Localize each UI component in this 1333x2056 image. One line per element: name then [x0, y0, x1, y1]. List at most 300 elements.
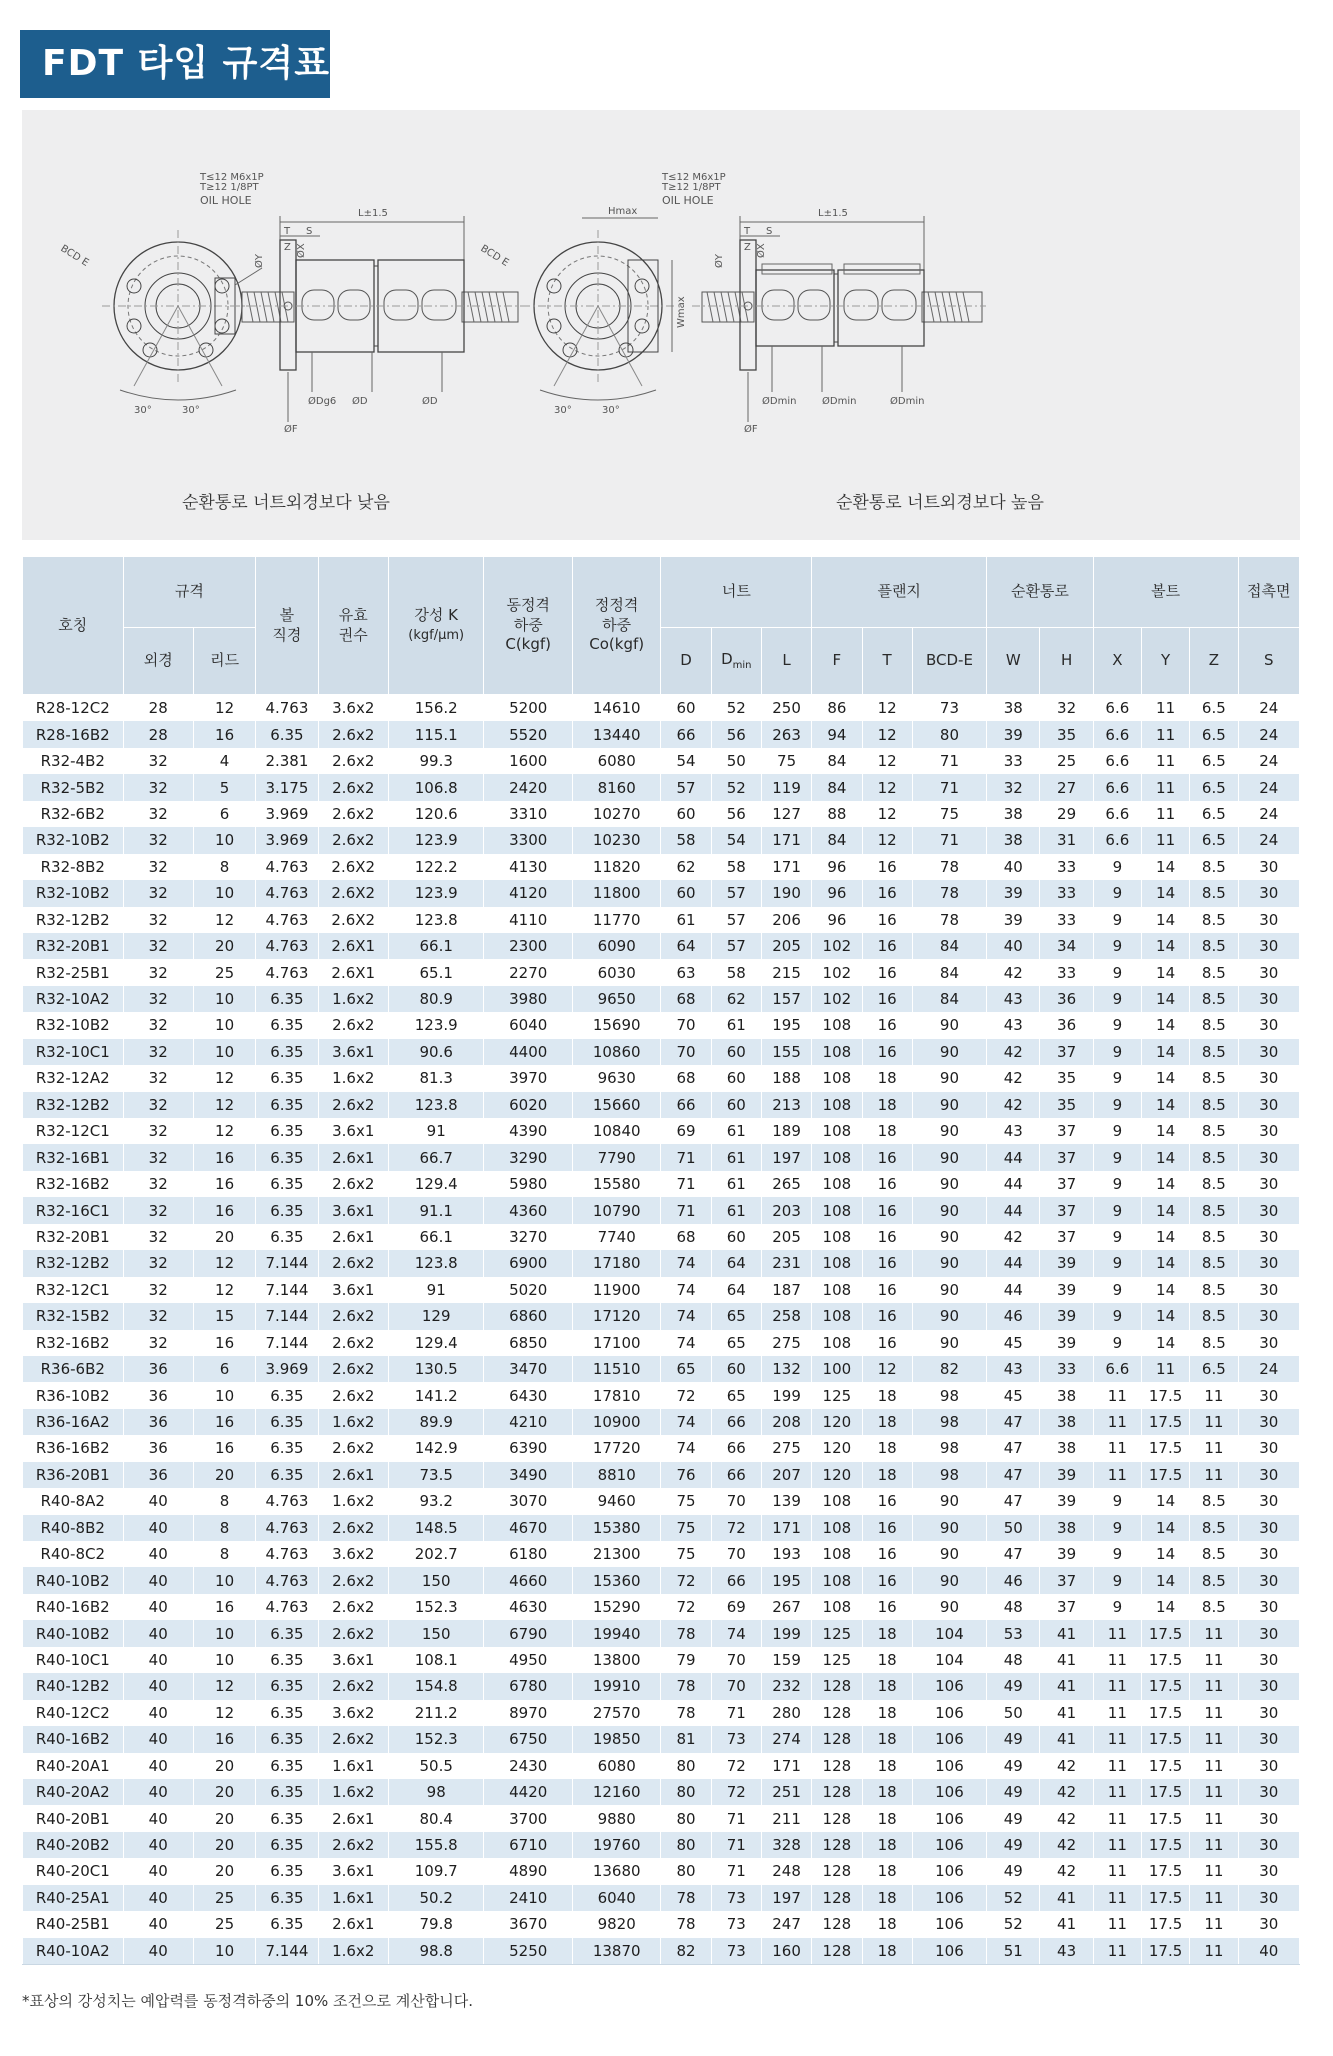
table-cell: 71	[661, 1144, 711, 1170]
table-cell: 86	[812, 695, 862, 722]
table-cell: 40	[123, 1832, 193, 1858]
table-cell: 231	[761, 1250, 811, 1276]
table-cell: 71	[912, 748, 986, 774]
table-cell: 6.5	[1190, 695, 1238, 722]
table-cell: 6.5	[1190, 748, 1238, 774]
table-cell: 40	[987, 933, 1040, 959]
table-row	[23, 1673, 1300, 1699]
table-cell: 11	[1093, 1700, 1141, 1726]
table-cell: R40-8A2	[23, 1488, 124, 1514]
table-cell: 37	[1040, 1039, 1093, 1065]
table-row	[23, 1409, 1300, 1435]
table-cell: 108	[812, 1012, 862, 1038]
table-cell: 102	[812, 986, 862, 1012]
table-row	[23, 1805, 1300, 1831]
table-cell: 66	[711, 1435, 761, 1461]
table-cell: 6.35	[256, 1673, 318, 1699]
table-cell: 30	[1238, 1092, 1300, 1118]
left-f-label: ØF	[284, 424, 298, 435]
table-cell: 14	[1141, 1039, 1189, 1065]
table-cell: 30	[1238, 880, 1300, 906]
table-cell: 32	[123, 1330, 193, 1356]
table-cell: 11	[1190, 1779, 1238, 1805]
table-cell: 91	[388, 1118, 484, 1144]
table-row	[23, 854, 1300, 880]
table-cell: 3.969	[256, 827, 318, 853]
table-cell: 71	[711, 1858, 761, 1884]
col-stat	[572, 557, 660, 695]
right-angle-1: 30°	[554, 405, 572, 416]
table-cell: 88	[812, 801, 862, 827]
table-cell: 18	[862, 1832, 912, 1858]
table-cell: 73	[711, 1726, 761, 1752]
col-ball-l2: 직경	[272, 625, 302, 644]
table-cell: 258	[761, 1303, 811, 1329]
table-cell: 49	[987, 1779, 1040, 1805]
table-cell: R32-10B2	[23, 880, 124, 906]
table-cell: 38	[987, 827, 1040, 853]
table-cell: 1.6x2	[318, 1488, 388, 1514]
table-cell: 251	[761, 1779, 811, 1805]
table-cell: 8160	[572, 774, 660, 800]
table-cell: 12	[193, 1092, 255, 1118]
table-cell: 74	[661, 1330, 711, 1356]
table-cell: 16	[193, 1197, 255, 1223]
table-cell: 32	[123, 880, 193, 906]
table-cell: 148.5	[388, 1515, 484, 1541]
table-cell: 120.6	[388, 801, 484, 827]
table-cell: 6.6	[1093, 801, 1141, 827]
table-cell: 64	[711, 1250, 761, 1276]
table-cell: 37	[1040, 1594, 1093, 1620]
table-cell: 39	[987, 721, 1040, 747]
left-oil3: OIL HOLE	[200, 194, 252, 207]
table-cell: 267	[761, 1594, 811, 1620]
table-cell: 9460	[572, 1488, 660, 1514]
table-cell: 90	[912, 1567, 986, 1593]
table-row	[23, 1858, 1300, 1884]
table-cell: 18	[862, 1858, 912, 1884]
table-cell: 14	[1141, 1197, 1189, 1223]
table-cell: 90	[912, 1065, 986, 1091]
table-cell: 3.6x2	[318, 1700, 388, 1726]
table-cell: 11	[1093, 1858, 1141, 1884]
table-cell: 30	[1238, 1515, 1300, 1541]
table-cell: 80	[661, 1805, 711, 1831]
table-cell: 16	[193, 1409, 255, 1435]
table-cell: 120	[812, 1435, 862, 1461]
table-cell: 15690	[572, 1012, 660, 1038]
table-cell: 15660	[572, 1092, 660, 1118]
table-cell: 11	[1190, 1673, 1238, 1699]
table-cell: 6.35	[256, 1805, 318, 1831]
table-cell: 128	[812, 1911, 862, 1937]
table-cell: 2430	[484, 1753, 572, 1779]
table-cell: 2.6X1	[318, 933, 388, 959]
table-cell: 8.5	[1190, 959, 1238, 985]
table-cell: 199	[761, 1620, 811, 1646]
table-cell: 74	[661, 1435, 711, 1461]
table-row	[23, 1092, 1300, 1118]
right-y-label: ØY	[714, 254, 725, 268]
table-cell: R40-25B1	[23, 1911, 124, 1937]
table-cell: 71	[661, 1171, 711, 1197]
col-X: X	[1093, 628, 1141, 695]
left-s-label: S	[306, 226, 313, 237]
table-cell: 42	[1040, 1832, 1093, 1858]
table-cell: 18	[862, 1647, 912, 1673]
table-cell: 33	[987, 748, 1040, 774]
table-cell: 84	[912, 959, 986, 985]
table-cell: 41	[1040, 1647, 1093, 1673]
table-cell: 13680	[572, 1858, 660, 1884]
table-cell: 9	[1093, 933, 1141, 959]
table-cell: 108	[812, 1541, 862, 1567]
table-cell: 30	[1238, 1224, 1300, 1250]
table-cell: 32	[123, 1224, 193, 1250]
table-cell: 60	[661, 880, 711, 906]
table-cell: 11	[1093, 1753, 1141, 1779]
col-dyn	[484, 557, 572, 695]
table-cell: 32	[123, 827, 193, 853]
col-turns	[318, 557, 388, 695]
table-cell: 30	[1238, 1171, 1300, 1197]
table-cell: 17.5	[1141, 1620, 1189, 1646]
table-cell: 9	[1093, 1171, 1141, 1197]
table-cell: 9	[1093, 1065, 1141, 1091]
table-cell: 120	[812, 1462, 862, 1488]
table-cell: 18	[862, 1911, 912, 1937]
table-cell: 41	[1040, 1673, 1093, 1699]
table-cell: 30	[1238, 1805, 1300, 1831]
table-cell: 32	[123, 933, 193, 959]
table-cell: 11	[1141, 721, 1189, 747]
right-drawing-caption: 순환통로 너트외경보다 높음	[836, 493, 1044, 513]
table-cell: 213	[761, 1092, 811, 1118]
table-cell: 128	[812, 1885, 862, 1911]
table-cell: 2420	[484, 774, 572, 800]
table-cell: 10	[193, 827, 255, 853]
table-cell: 40	[123, 1805, 193, 1831]
table-row	[23, 1277, 1300, 1303]
table-cell: 4.763	[256, 880, 318, 906]
table-cell: 82	[661, 1938, 711, 1965]
table-cell: 8.5	[1190, 1118, 1238, 1144]
table-cell: 30	[1238, 1779, 1300, 1805]
table-cell: 11	[1190, 1753, 1238, 1779]
table-cell: 18	[862, 1435, 912, 1461]
table-cell: 18	[862, 1753, 912, 1779]
table-cell: 11	[1141, 801, 1189, 827]
table-row	[23, 1012, 1300, 1038]
table-cell: 150	[388, 1620, 484, 1646]
table-cell: 37	[1040, 1567, 1093, 1593]
table-cell: 1.6x2	[318, 1065, 388, 1091]
table-row	[23, 1700, 1300, 1726]
table-cell: 6.5	[1190, 801, 1238, 827]
table-cell: 275	[761, 1330, 811, 1356]
table-cell: 32	[123, 1144, 193, 1170]
table-cell: 128	[812, 1805, 862, 1831]
table-cell: 17.5	[1141, 1858, 1189, 1884]
table-cell: 52	[711, 695, 761, 722]
left-side-view	[232, 216, 522, 422]
table-cell: 16	[862, 1277, 912, 1303]
table-cell: 81	[661, 1726, 711, 1752]
table-cell: 65	[711, 1382, 761, 1408]
col-spec: 규격	[123, 557, 256, 628]
table-cell: 250	[761, 695, 811, 722]
table-cell: 8810	[572, 1462, 660, 1488]
table-cell: 40	[123, 1488, 193, 1514]
table-cell: 40	[123, 1594, 193, 1620]
table-cell: 56	[711, 721, 761, 747]
table-cell: 100	[812, 1356, 862, 1382]
table-cell: 4400	[484, 1039, 572, 1065]
table-cell: 9	[1093, 959, 1141, 985]
table-cell: 80	[661, 1779, 711, 1805]
table-cell: 17.5	[1141, 1938, 1189, 1965]
table-cell: 43	[987, 986, 1040, 1012]
table-cell: 30	[1238, 1065, 1300, 1091]
table-cell: 30	[1238, 1118, 1300, 1144]
table-cell: 30	[1238, 1673, 1300, 1699]
col-Z: Z	[1190, 628, 1238, 695]
table-row	[23, 1356, 1300, 1382]
table-cell: 30	[1238, 1144, 1300, 1170]
table-cell: 14	[1141, 1144, 1189, 1170]
table-cell: 171	[761, 827, 811, 853]
table-cell: 17.5	[1141, 1435, 1189, 1461]
table-cell: 3980	[484, 986, 572, 1012]
table-cell: 10790	[572, 1197, 660, 1223]
table-row	[23, 907, 1300, 933]
table-cell: 199	[761, 1382, 811, 1408]
table-cell: 44	[987, 1171, 1040, 1197]
table-cell: 106	[912, 1779, 986, 1805]
table-cell: 6.35	[256, 1726, 318, 1752]
table-cell: 11	[1190, 1911, 1238, 1937]
table-cell: 27	[1040, 774, 1093, 800]
table-cell: 188	[761, 1065, 811, 1091]
table-cell: 1600	[484, 748, 572, 774]
col-W: W	[987, 628, 1040, 695]
right-flange-front-view	[522, 218, 674, 400]
table-row	[23, 1832, 1300, 1858]
table-cell: 78	[912, 907, 986, 933]
table-cell: 104	[912, 1620, 986, 1646]
col-dyn-l1: 동정격	[506, 596, 550, 615]
table-cell: 2.6x2	[318, 1171, 388, 1197]
table-cell: 6.6	[1093, 748, 1141, 774]
table-cell: 3970	[484, 1065, 572, 1091]
table-cell: 11900	[572, 1277, 660, 1303]
table-cell: 32	[123, 1118, 193, 1144]
table-cell: 12	[862, 695, 912, 722]
table-cell: 12	[862, 801, 912, 827]
table-cell: R32-10B2	[23, 1012, 124, 1038]
table-row	[23, 1647, 1300, 1673]
table-cell: 76	[661, 1462, 711, 1488]
table-cell: 90	[912, 1277, 986, 1303]
table-cell: 6180	[484, 1541, 572, 1567]
table-cell: 8.5	[1190, 1250, 1238, 1276]
table-cell: R40-20A1	[23, 1753, 124, 1779]
table-cell: 6090	[572, 933, 660, 959]
table-cell: 108	[812, 1197, 862, 1223]
table-cell: 30	[1238, 1330, 1300, 1356]
table-cell: 33	[1040, 854, 1093, 880]
table-cell: 17.5	[1141, 1726, 1189, 1752]
col-name: 호칭	[23, 557, 124, 695]
table-cell: 73	[711, 1938, 761, 1965]
table-cell: 11	[1190, 1620, 1238, 1646]
table-cell: 12	[193, 907, 255, 933]
table-cell: 5980	[484, 1171, 572, 1197]
table-cell: R40-25A1	[23, 1885, 124, 1911]
table-cell: 38	[1040, 1435, 1093, 1461]
table-cell: 66	[711, 1567, 761, 1593]
table-row	[23, 721, 1300, 747]
table-cell: 32	[123, 959, 193, 985]
table-cell: 38	[987, 695, 1040, 722]
table-cell: 106	[912, 1673, 986, 1699]
table-cell: 16	[862, 1144, 912, 1170]
table-cell: 14	[1141, 1515, 1189, 1541]
table-cell: 195	[761, 1012, 811, 1038]
table-cell: 6.5	[1190, 774, 1238, 800]
col-contact: 접촉면	[1238, 557, 1300, 628]
table-row	[23, 1303, 1300, 1329]
left-dg6-label: ØDg6	[308, 396, 337, 407]
table-cell: 10	[193, 1938, 255, 1965]
table-cell: 50.2	[388, 1885, 484, 1911]
table-cell: 6.35	[256, 1885, 318, 1911]
table-cell: 40	[123, 1753, 193, 1779]
table-cell: 6860	[484, 1303, 572, 1329]
table-cell: 17.5	[1141, 1647, 1189, 1673]
table-cell: 142.9	[388, 1435, 484, 1461]
table-cell: 19850	[572, 1726, 660, 1752]
left-x-label: ØX	[296, 243, 307, 258]
table-cell: 190	[761, 880, 811, 906]
table-cell: R40-20A2	[23, 1779, 124, 1805]
table-cell: 42	[987, 1039, 1040, 1065]
table-cell: 108	[812, 1594, 862, 1620]
table-cell: 263	[761, 721, 811, 747]
table-cell: R32-16B2	[23, 1171, 124, 1197]
table-cell: 30	[1238, 1382, 1300, 1408]
table-cell: 108	[812, 1039, 862, 1065]
table-cell: 7740	[572, 1224, 660, 1250]
table-cell: 42	[987, 1224, 1040, 1250]
col-H: H	[1040, 628, 1093, 695]
table-cell: 30	[1238, 1885, 1300, 1911]
table-cell: 152.3	[388, 1726, 484, 1752]
table-cell: 18	[862, 1673, 912, 1699]
table-cell: 43	[987, 1012, 1040, 1038]
table-cell: 9	[1093, 1039, 1141, 1065]
table-cell: 129.4	[388, 1330, 484, 1356]
table-cell: 106	[912, 1858, 986, 1884]
table-cell: 14	[1141, 1488, 1189, 1514]
table-cell: 40	[123, 1515, 193, 1541]
table-cell: 3.175	[256, 774, 318, 800]
table-cell: 11	[1190, 1435, 1238, 1461]
table-cell: 157	[761, 986, 811, 1012]
table-cell: 11	[1093, 1409, 1141, 1435]
table-cell: 65	[711, 1330, 761, 1356]
table-cell: 128	[812, 1726, 862, 1752]
table-cell: 155.8	[388, 1832, 484, 1858]
table-cell: 44	[987, 1197, 1040, 1223]
table-cell: 11	[1190, 1805, 1238, 1831]
table-cell: 40	[987, 854, 1040, 880]
table-cell: 8.5	[1190, 1488, 1238, 1514]
table-cell: 4.763	[256, 854, 318, 880]
table-cell: 36	[1040, 986, 1093, 1012]
table-cell: 6.35	[256, 1858, 318, 1884]
table-cell: 27570	[572, 1700, 660, 1726]
table-cell: 152.3	[388, 1594, 484, 1620]
table-cell: 30	[1238, 1567, 1300, 1593]
table-cell: 40	[123, 1673, 193, 1699]
table-cell: 68	[661, 986, 711, 1012]
table-cell: 16	[862, 1039, 912, 1065]
table-row	[23, 933, 1300, 959]
table-cell: 6.5	[1190, 827, 1238, 853]
table-cell: 127	[761, 801, 811, 827]
table-cell: 35	[1040, 1092, 1093, 1118]
table-cell: 80.4	[388, 1805, 484, 1831]
table-cell: 84	[912, 986, 986, 1012]
table-cell: 30	[1238, 959, 1300, 985]
table-cell: 108	[812, 1250, 862, 1276]
table-row	[23, 1541, 1300, 1567]
table-cell: 14	[1141, 854, 1189, 880]
table-cell: 40	[123, 1885, 193, 1911]
table-cell: 17.5	[1141, 1673, 1189, 1699]
table-cell: 11	[1093, 1462, 1141, 1488]
table-cell: 64	[661, 933, 711, 959]
right-x-label: ØX	[756, 243, 767, 258]
table-cell: 28	[123, 721, 193, 747]
table-cell: R32-20B1	[23, 1224, 124, 1250]
table-cell: 11	[1093, 1911, 1141, 1937]
table-cell: 12	[862, 1356, 912, 1382]
table-cell: 30	[1238, 907, 1300, 933]
table-cell: 1.6x1	[318, 1885, 388, 1911]
table-cell: 32	[123, 748, 193, 774]
table-cell: 60	[711, 1224, 761, 1250]
table-cell: 4110	[484, 907, 572, 933]
table-cell: 25	[193, 959, 255, 985]
table-cell: 41	[1040, 1726, 1093, 1752]
table-cell: 10840	[572, 1118, 660, 1144]
table-cell: 11	[1190, 1858, 1238, 1884]
table-cell: 4670	[484, 1515, 572, 1541]
table-cell: 66	[711, 1462, 761, 1488]
table-cell: 6	[193, 1356, 255, 1382]
table-cell: 73.5	[388, 1462, 484, 1488]
table-cell: 40	[1238, 1938, 1300, 1965]
table-cell: 1.6x2	[318, 1409, 388, 1435]
table-cell: 14	[1141, 1330, 1189, 1356]
table-cell: 17810	[572, 1382, 660, 1408]
table-cell: 20	[193, 1858, 255, 1884]
table-cell: 32	[123, 1197, 193, 1223]
table-cell: 15290	[572, 1594, 660, 1620]
